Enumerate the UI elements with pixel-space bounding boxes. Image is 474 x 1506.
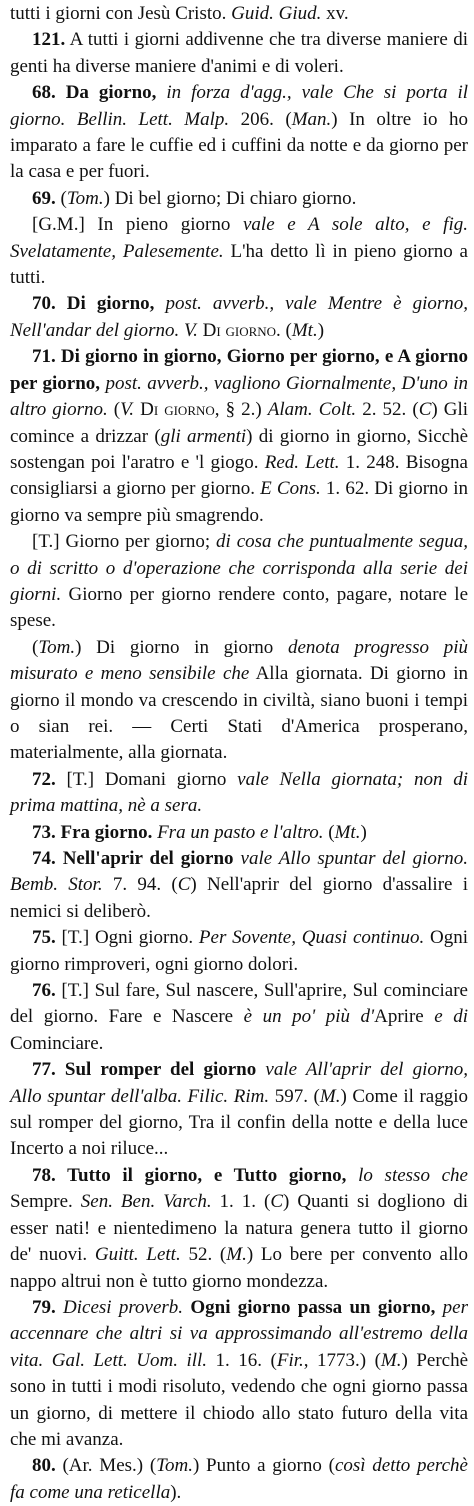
entry-smallcaps-text: Di giorno	[140, 399, 215, 421]
entry-text: ) Punto a giorno (	[192, 1455, 335, 1477]
entry-italic-text: Sen. Ben. Varch.	[80, 1191, 212, 1213]
entry-text: tutti i giorni con Jesù Cristo.	[10, 3, 232, 24]
entry-text: xv.	[321, 3, 349, 24]
entry-italic-text: è un po' più d'	[243, 1006, 375, 1028]
entry-italic-text: vale Allo spuntar del giorno. Bemb. Stor.	[10, 848, 469, 896]
entry-text: ) Nell'aprir del giorno d'assalire i nemici si deliberò.	[10, 874, 469, 922]
entry-text	[156, 82, 166, 103]
entry-italic-text: così detto perchè fa come una reticella	[10, 1455, 468, 1503]
entry-headword: 72.	[32, 768, 56, 790]
entry-italic-text: di cosa che puntualmente segua, o di scritto o d'operazione che corrisponda alla serie dei giorni.	[10, 531, 468, 605]
entry-text: (	[323, 821, 335, 843]
entry-italic-text: Per Sovente, Quasi continuo.	[198, 927, 425, 949]
entry-headword: Ogni giorno passa un giorno,	[190, 1296, 436, 1318]
entry-headword: 73. Fra giorno.	[32, 821, 153, 843]
dictionary-entry	[10, 820, 468, 846]
entry-headword: 75.	[32, 927, 56, 949]
entry-text: Ogni giorno rimproveri, ogni giorno dolori.	[10, 927, 468, 975]
dictionary-entry	[10, 529, 468, 635]
entry-headword: 80.	[32, 1455, 56, 1477]
dictionary-entry	[10, 291, 468, 344]
entry-italic-text: C	[418, 399, 432, 421]
entry-italic-text: in forza d'agg., vale Che si porta il giorno. Bellin. Lett. Malp.	[10, 82, 469, 130]
dictionary-entry	[10, 978, 468, 1057]
entry-italic-text: Mt.	[291, 319, 318, 341]
dictionary-entry	[10, 925, 468, 978]
entry-text: ) Di bel giorno; Di chiaro giorno.	[103, 187, 357, 209]
dictionary-entry	[10, 767, 468, 820]
entry-text: , 1773.) (	[303, 1349, 381, 1371]
entry-text: ) Di giorno in giorno	[75, 636, 288, 658]
entry-text: )	[317, 319, 325, 341]
entry-italic-text: Guitt. Lett.	[94, 1244, 181, 1266]
entry-text: ) Gli comince a drizzar (	[10, 399, 469, 447]
entry-text: 1. 1. (	[211, 1191, 271, 1213]
entry-italic-text: Fir.	[276, 1349, 304, 1371]
entry-text: 1. 16. (	[207, 1349, 277, 1371]
entry-italic-text: E Cons.	[260, 478, 321, 500]
entry-text: Sempre.	[10, 1191, 81, 1213]
dictionary-entry	[10, 635, 468, 767]
entry-text: Giorno per giorno rendere conto, pagare, notare le spese.	[10, 583, 468, 632]
entry-text: Alla giornata. Di giorno in giorno il mondo va crescendo in civiltà, siano buoni i tempi o sian rei. — Certi Stati d'America prosperano, materialmente, alla giornata.	[10, 663, 468, 764]
entry-italic-text: Tom.	[156, 1455, 193, 1477]
entry-italic-text: post. avverb., vale Mentre è giorno, Nell'andar del giorno. V.	[10, 293, 469, 341]
entry-text	[183, 1297, 190, 1318]
entry-italic-text: gli armenti	[160, 425, 247, 447]
entry-text: )	[360, 821, 367, 843]
entry-text	[234, 848, 241, 869]
entry-italic-text: C	[177, 874, 191, 896]
entry-italic-text: Fra un pasto e l'altro.	[157, 821, 324, 843]
entry-text: (	[32, 636, 39, 658]
entry-italic-text: Guid. Giud.	[231, 3, 322, 24]
dictionary-entry	[10, 186, 468, 212]
entry-headword: 79.	[32, 1296, 56, 1318]
entry-text: ).	[170, 1481, 182, 1503]
entry-italic-text: per accennare che altri si va approssimando all'estremo della vita. Gal. Lett. Uom. ill.	[10, 1296, 468, 1371]
entry-text: 206. (	[229, 108, 292, 130]
entry-headword: 71. Di giorno in giorno, Giorno per giorno, e A giorno per giorno,	[10, 346, 468, 394]
entry-headword: 77. Sul romper del giorno	[32, 1059, 257, 1081]
dictionary-entry	[10, 1163, 468, 1295]
entry-text	[154, 293, 165, 314]
entry-italic-text: Tom.	[38, 636, 76, 658]
entry-text: ) di giorno in giorno, Sicchè sostengan poi l'aratro e 'l giogo.	[10, 425, 469, 473]
entry-italic-text: post. avverb., vagliono Giornalmente, D'uno in altro giorno.	[10, 372, 469, 421]
entry-text: ) Lo bere per convento allo nappo altrui non è tutto giorno mondezza.	[10, 1244, 469, 1292]
entry-text: (	[107, 399, 121, 421]
entry-smallcaps-text: Di giorno	[202, 319, 277, 341]
entry-headword: 69.	[32, 187, 56, 209]
dictionary-entry	[10, 27, 468, 80]
dictionary-entry	[10, 846, 468, 925]
entry-italic-text: M.	[226, 1244, 247, 1266]
dictionary-entry	[10, 1295, 468, 1453]
entry-text: 2. 52. (	[356, 399, 419, 421]
entry-italic-text: e di	[434, 1006, 468, 1028]
entry-text: . (	[276, 319, 292, 341]
entry-text: ) Come il raggio sul romper del giorno, Tra il confin della notte e della luce Incerto a noi riluce...	[10, 1085, 469, 1160]
entry-italic-text: V.	[120, 399, 135, 421]
entry-headword: 70. Di giorno,	[32, 293, 155, 315]
entry-text: 1. 248. Bisogna consigliarsi a giorno per giorno.	[10, 451, 468, 500]
entry-text: A tutti i giorni addivenne che tra diverse maniere di genti ha diverse maniere d'animi e di voleri.	[10, 29, 468, 77]
entry-italic-text: vale e A sole alto, e fig. Svelatamente, Palesemente.	[10, 214, 468, 262]
entry-italic-text: lo stesso che	[358, 1164, 468, 1186]
entry-italic-text: C	[270, 1191, 284, 1213]
entry-headword: 121.	[32, 29, 66, 51]
entry-italic-text: Red. Lett.	[264, 451, 340, 473]
entry-text	[435, 1297, 442, 1318]
entry-text: [G.M.] In pieno giorno	[32, 214, 243, 236]
entry-text: (Ar. Mes.) (	[55, 1455, 157, 1477]
entry-text: , § 2.)	[214, 399, 268, 421]
entry-headword: 68. Da giorno,	[32, 82, 157, 104]
entry-text	[56, 1297, 63, 1318]
entry-italic-text: M.	[319, 1085, 341, 1107]
entry-text: ) Quanti si dogliono di esser nati! e nientedimeno la natura genera tutto il giorno de' nuovi.	[10, 1191, 468, 1266]
dictionary-entry	[10, 212, 468, 291]
entry-text: [T.] Sul fare, Sul nascere, Sull'aprire, Sul cominciare del giorno. Fare e Nascere	[10, 980, 468, 1028]
entry-italic-text: vale Nella giornata; non di prima mattina, nè a sera.	[10, 768, 468, 817]
entry-text: [T.] Giorno per giorno;	[32, 531, 217, 553]
entry-text: [T.] Domani giorno	[55, 768, 238, 790]
entry-text: (	[55, 187, 67, 209]
entry-text: 1. 62. Di giorno in giorno va sempre più smagrendo.	[10, 478, 468, 526]
entry-italic-text: Dicesi proverb.	[63, 1296, 184, 1318]
entry-text: ) In oltre io ho imparato a fare le cuffie ed i cuffini da notte e da giorno per la casa e per fuori.	[10, 108, 468, 183]
entry-italic-text: denota progresso più misurato e meno sensibile che	[10, 636, 468, 685]
entry-italic-text: Mt.	[334, 821, 361, 843]
entry-headword: 78. Tutto il giorno, e Tutto giorno,	[32, 1164, 347, 1186]
entry-text: 597. (	[269, 1085, 320, 1107]
entry-text: 7. 94. (	[102, 874, 178, 896]
dictionary-entry	[10, 1, 468, 27]
dictionary-entry	[10, 80, 468, 186]
entry-headword: 74. Nell'aprir del giorno	[32, 848, 234, 869]
entry-text: Cominciare.	[10, 1032, 104, 1054]
entry-text	[346, 1165, 358, 1186]
dictionary-entry	[10, 1057, 468, 1163]
entry-text: 52. (	[180, 1244, 227, 1266]
dictionary-entry	[10, 1453, 468, 1506]
entry-text: [T.] Ogni giorno.	[55, 927, 199, 949]
entry-italic-text: Alam. Colt.	[267, 399, 357, 421]
entry-text: ) Perchè sono in tutti i modi risoluto, vedendo che ogni giorno passa un giorno, di mettere il chiodo allo stato futuro della vita che mi avanza.	[10, 1349, 469, 1450]
entry-text: Aprire	[374, 1006, 435, 1028]
entry-text: L'ha detto lì in pieno giorno a tutti.	[10, 240, 468, 289]
entry-italic-text: Man.	[291, 108, 332, 130]
entry-italic-text: M.	[380, 1349, 402, 1371]
entry-italic-text: vale All'aprir del giorno, Allo spuntar dell'alba. Filic. Rim.	[10, 1059, 469, 1107]
dictionary-entry	[10, 344, 468, 529]
entry-headword: 76.	[32, 980, 56, 1002]
entry-italic-text: Tom.	[66, 187, 104, 209]
